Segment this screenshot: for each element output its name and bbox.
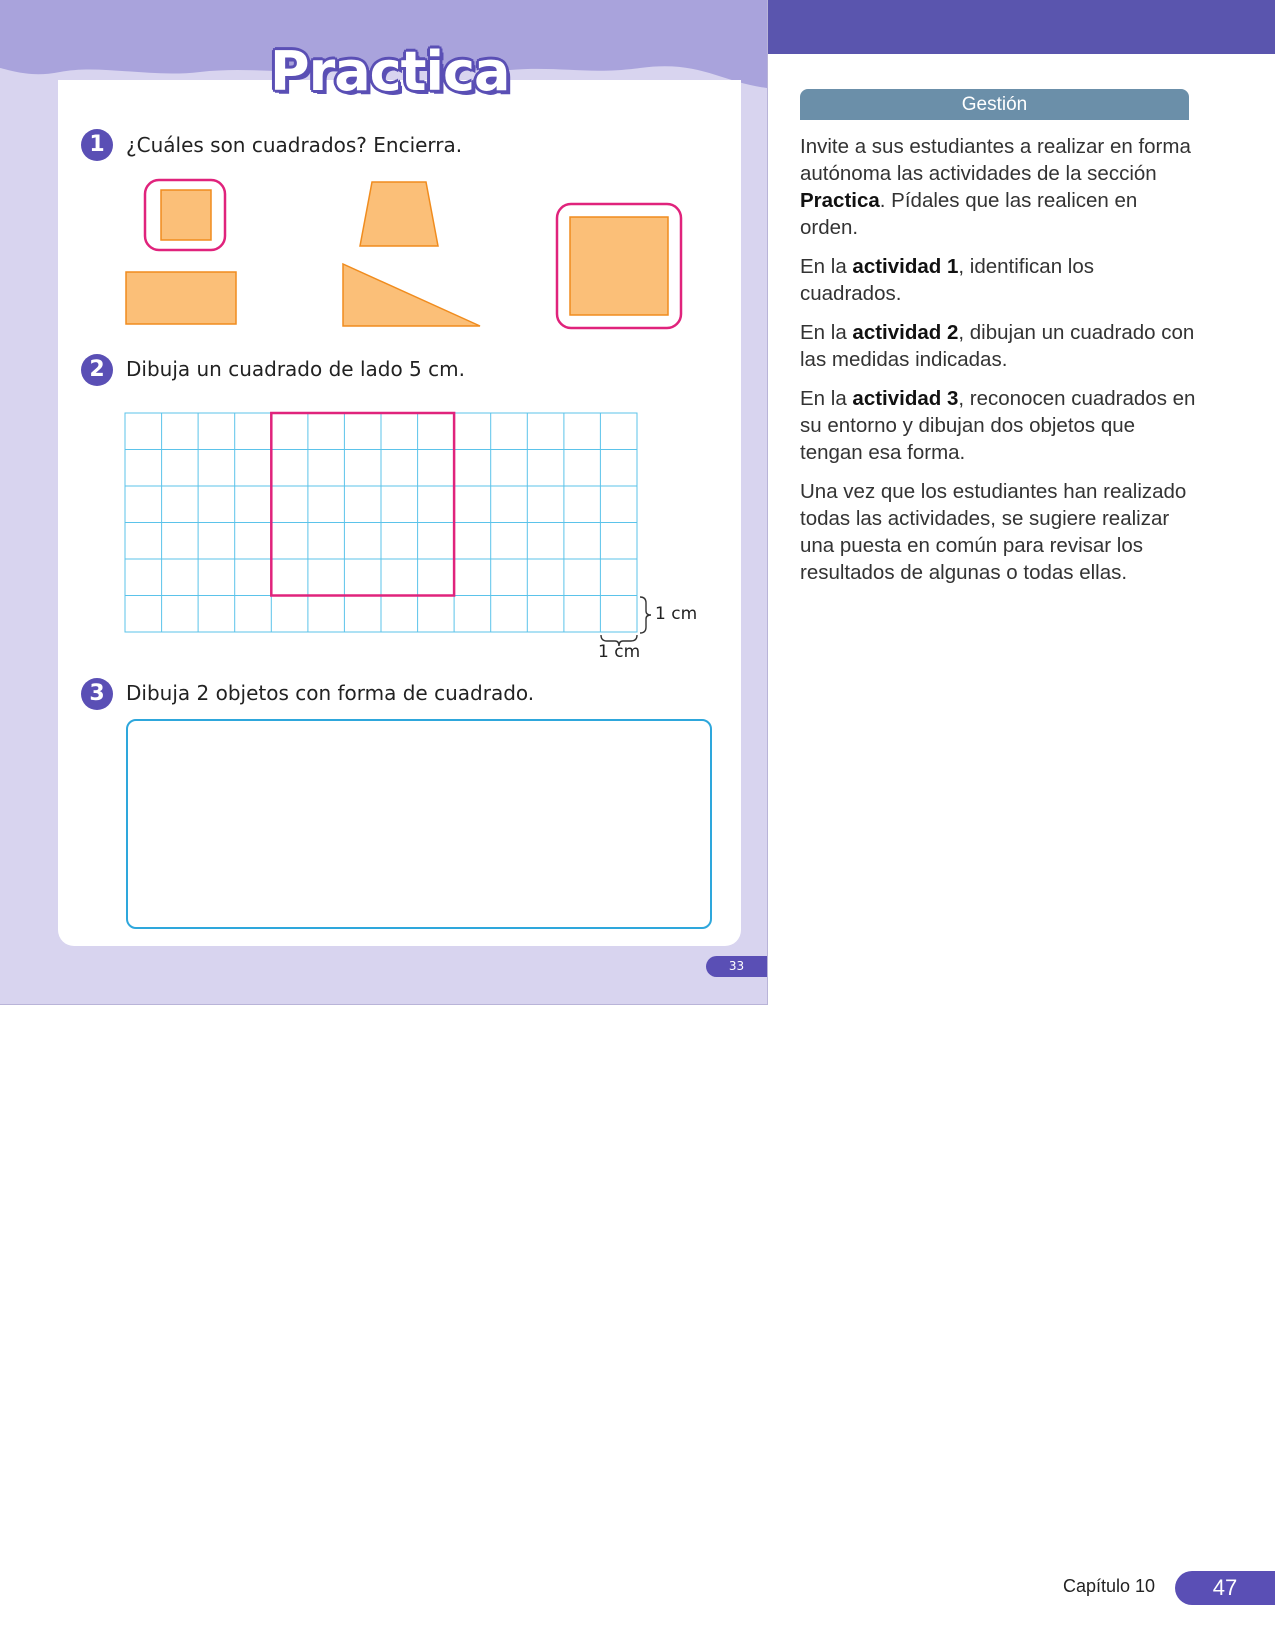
activity-1-number: 1: [81, 129, 113, 161]
triangle-shape: [343, 264, 480, 326]
section-title: Practica: [270, 40, 510, 103]
top-color-band: [768, 0, 1275, 54]
rectangle-shape: [126, 272, 236, 324]
activity-1-shapes: [118, 174, 698, 334]
activity-1-instruction: ¿Cuáles son cuadrados? Encierra.: [126, 133, 463, 157]
guide-page-number: 47: [1175, 1571, 1275, 1605]
small-square-shape: [161, 190, 211, 240]
large-square-shape: [570, 217, 668, 315]
activity-2-instruction: Dibuja un cuadrado de lado 5 cm.: [126, 357, 465, 381]
student-book-page: [0, 0, 768, 1005]
vertical-unit-label: 1 cm: [655, 604, 698, 624]
gestion-paragraph: [800, 133, 1200, 241]
gestion-paragraph: [800, 385, 1200, 466]
bold-term: actividad 1: [852, 255, 959, 278]
centimeter-grid: [124, 410, 714, 660]
bold-term: actividad 3: [852, 387, 959, 410]
horizontal-unit-label: 1 cm: [598, 642, 641, 662]
paragraph-text: En la: [800, 255, 853, 278]
paragraph-text: En la: [800, 387, 853, 410]
chapter-label: Capítulo 10: [1063, 1576, 1156, 1596]
paragraph-text: . Pídales que las realicen en orden.: [800, 189, 1138, 239]
gestion-section-header: Gestión: [800, 89, 1189, 120]
activity-3-instruction: Dibuja 2 objetos con forma de cuadrado.: [126, 681, 535, 705]
gestion-paragraph: [800, 253, 1200, 307]
gestion-text-block: [800, 133, 1200, 598]
activity-2-number: 2: [81, 354, 113, 386]
trapezoid-shape: [360, 182, 438, 246]
paragraph-text: En la: [800, 321, 853, 344]
gestion-paragraph: [800, 319, 1200, 373]
paragraph-text: Una vez que los estudiantes han realizado todas las actividades, se sugiere realizar una puesta en común para revisar los resultados de algunas o todas ellas.: [800, 480, 1187, 584]
bold-term: actividad 2: [852, 321, 959, 344]
paragraph-text: Invite a sus estudiantes a realizar en forma autónoma las actividades de la sección: [800, 135, 1191, 185]
drawn-square-5cm: [271, 413, 454, 596]
drawing-answer-box[interactable]: [126, 719, 712, 929]
gestion-paragraph: [800, 478, 1200, 586]
bold-term: Practica: [800, 189, 880, 212]
paragraph-text: , identifican los cuadrados.: [800, 255, 1094, 305]
paragraph-text: , reconocen cuadrados en su entorno y dibujan dos objetos que tengan esa forma.: [800, 387, 1196, 464]
student-page-number: 33: [706, 956, 767, 977]
vertical-brace: [640, 597, 651, 633]
paragraph-text: , dibujan un cuadrado con las medidas indicadas.: [800, 321, 1195, 371]
activity-3-number: 3: [81, 678, 113, 710]
